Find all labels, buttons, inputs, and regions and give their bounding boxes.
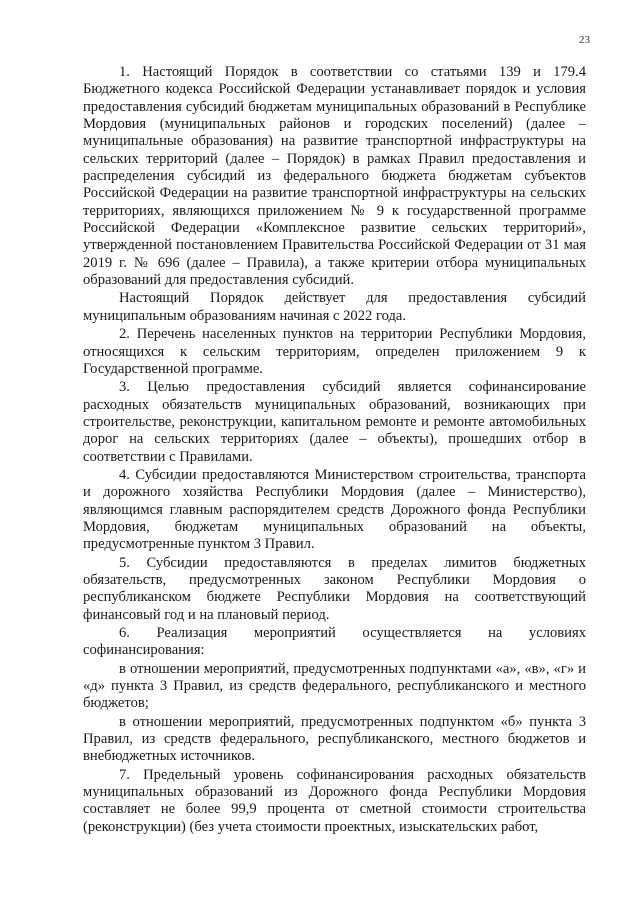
paragraph-10: 7. Предельный уровень софинансирования расходных обязательств муниципальных образований из Дорожного фонда Республики Мордовия составляет не более 99,9 процента от сметной стоимости строительства (реконструкции) (без учета стоимости проектных, изыскательских работ, [83,766,586,835]
paragraph-7: 6. Реализация мероприятий осуществляется на условиях софинансирования: [83,625,586,659]
paragraph-4: 3. Целью предоставления субсидий является софинансирование расходных обязательств муниципальных образований, возникающих при строительстве, реконструкции, капитальном ремонте и ремонте автомобильных дорог на сельских территориях (далее – объекты), прошедших отбор в соответствии с Правилами. [83,379,586,465]
document-body [83,64,586,836]
paragraph-5: 4. Субсидии предоставляются Министерством строительства, транспорта и дорожного хозяйства Республики Мордовия (далее – Министерство), являющимся главным распорядителем средств Дорожного фонда Республики Мордовия, бюджетам муниципальных образований на объекты, предусмотренные пунктом 3 Правил. [83,466,586,553]
paragraph-1: 1. Настоящий Порядок в соответствии со статьями 139 и 179.4 Бюджетного кодекса Российской Федерации устанавливает порядок и условия предоставления субсидий бюджетам муниципальных образований в Республике Мордовия (муниципальных районов и городских поселений) (далее – муниципальные образования) на развитие транспортной инфраструктуры на сельских территорий (далее – Порядок) в рамках Правил предоставления и распределения субсидий из федерального бюджета бюджетам субъектов Российской Федерации на развитие транспортной инфраструктуры на сельских территориях, являющихся приложением № 9 к государственной программе Российской Федерации «Комплексное развитие сельских территорий», утвержденной постановлением Правительства Российской Федерации от 31 мая 2019 г. № 696 (далее – Правила), а также критерии отбора муниципальных образований для предоставления субсидий. [83,64,586,289]
paragraph-2: Настоящий Порядок действует для предоставления субсидий муниципальным образованиям начиная с 2022 года. [83,290,586,324]
paragraph-8: в отношении мероприятий, предусмотренных подпунктами «а», «в», «г» и «д» пункта 3 Правил, из средств федерального, республиканского и местного бюджетов; [83,660,586,712]
paragraph-9: в отношении мероприятий, предусмотренных подпунктом «б» пункта 3 Правил, из средств федерального, республиканского, местного бюджетов и внебюджетных источников. [83,713,586,765]
page-number: 23 [579,34,590,46]
paragraph-3: 2. Перечень населенных пунктов на территории Республики Мордовия, относящихся к сельским территориям, определен приложением 9 к Государственной программе. [83,326,586,377]
paragraph-6: 5. Субсидии предоставляются в пределах лимитов бюджетных обязательств, предусмотренных законом Республики Мордовия о республиканском бюджете Республики Мордовия на соответствующий финансовый год и на плановый период. [83,554,586,623]
